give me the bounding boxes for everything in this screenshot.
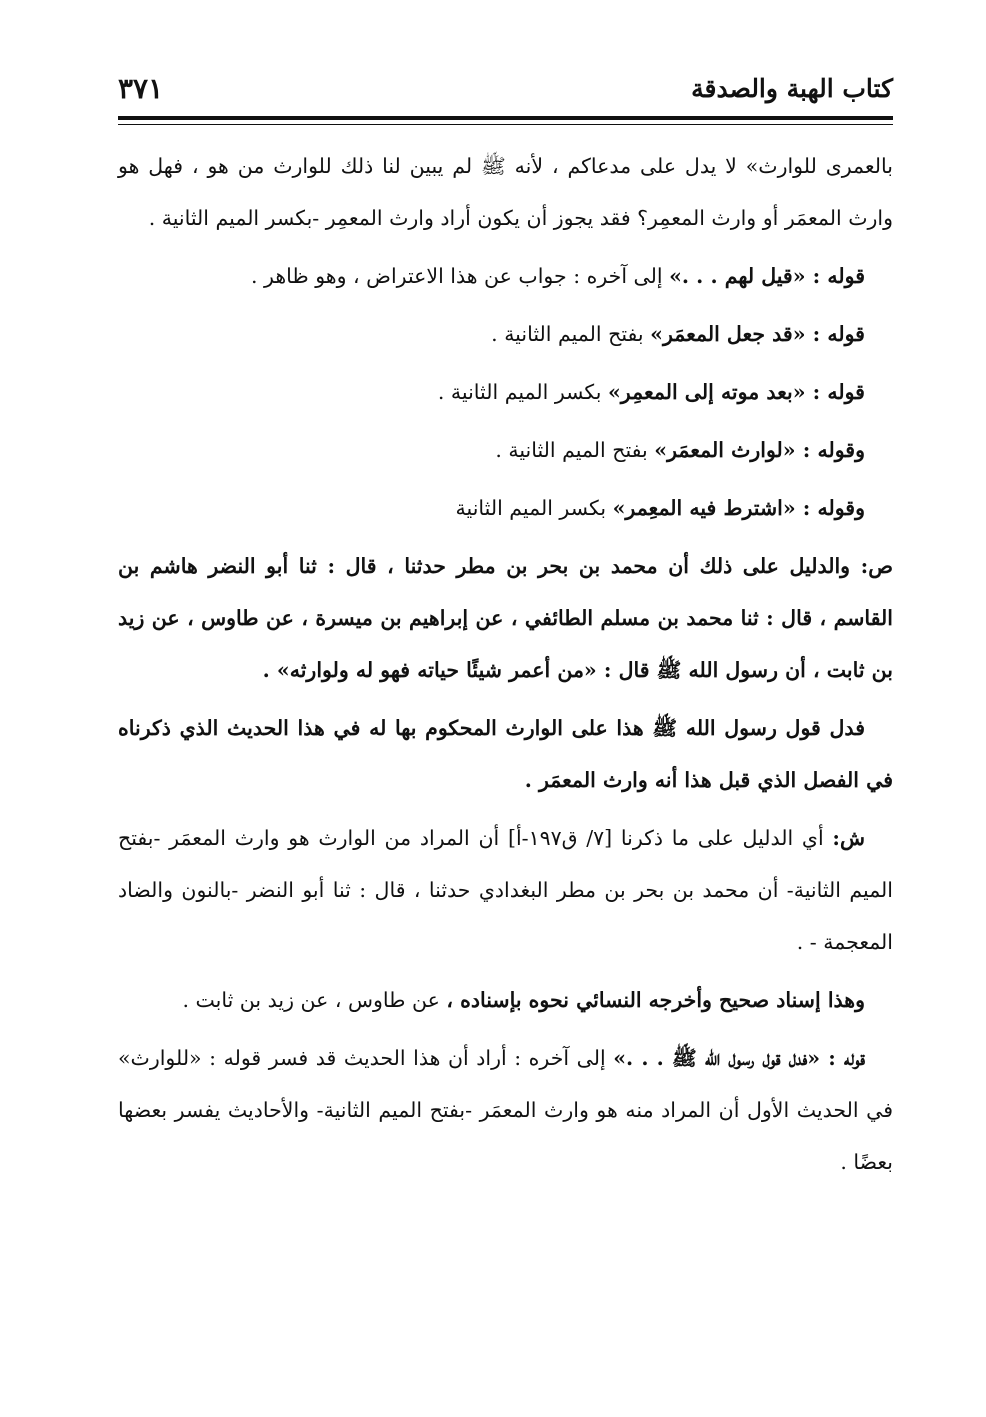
paragraph-4-rest: بكسر الميم الثانية . — [437, 380, 608, 404]
paragraph-7: ص: والدليل على ذلك أن محمد بن بحر بن مطر حدثنا ، قال : ثنا أبو النضر هاشم بن القاسم ، قال : ثنا محمد بن مسلم الطائفي ، عن إبراهيم بن ميسرة ، عن طاوس ، عن زيد بن ثابت ، أن رسول الله ﷺ قال : «من أعمر شيئًا حياته فهو له ولوارثه» . — [118, 554, 893, 682]
paragraph-11 — [118, 1032, 893, 1188]
header-rule-thin — [118, 124, 893, 125]
paragraph-3-lead: قوله : «قد جعل المعمَر» — [650, 322, 865, 346]
paragraph-11-lead: قوله : «فدل قول رسول الله ﷺ . . .» — [613, 1046, 865, 1070]
paragraph-10-lead: وهذا إسناد صحيح وأخرجه النسائي نحوه بإسناده ، — [446, 988, 865, 1012]
paragraph-10 — [118, 974, 893, 1026]
paragraph-10-rest: عن طاوس ، عن زيد بن ثابت . — [182, 988, 447, 1012]
paragraph-2 — [118, 250, 893, 302]
paragraph-9 — [118, 812, 893, 968]
paragraph-6 — [118, 482, 893, 534]
paragraph-5-rest: بفتح الميم الثانية . — [495, 438, 655, 462]
paragraph-1: بالعمرى للوارث» لا يدل على مدعاكم ، لأنه ﷺ لم يبين لنا ذلك للوارث من هو ، فهل هو وارث المعمَر أو وارث المعمِر؟ فقد يجوز أن يكون أراد وارث المعمِر -بكسر الميم الثانية . — [118, 154, 893, 230]
chapter-title: كتاب الهبة والصدقة — [691, 74, 893, 103]
paragraph-5-lead: وقوله : «لوارث المعمَر» — [654, 438, 865, 462]
paragraph-2-rest: إلى آخره : جواب عن هذا الاعتراض ، وهو ظاهر . — [250, 264, 670, 288]
paragraph-11-rest: إلى آخره : أراد أن هذا الحديث قد فسر قوله : «للوارث» في الحديث الأول أن المراد منه هو وارث المعمَر -بفتح الميم الثانية- والأحاديث يفسر بعضها بعضًا . — [118, 1046, 893, 1174]
page-number: ٣٧١ — [118, 72, 164, 105]
paragraph-8: فدل قول رسول الله ﷺ هذا على الوارث المحكوم بها له في هذا الحديث الذي ذكرناه في الفصل الذي قبل هذا أنه وارث المعمَر . — [118, 716, 893, 792]
paragraph-6-lead: وقوله : «اشترط فيه المعِمر» — [612, 496, 865, 520]
page-body — [118, 140, 893, 1194]
paragraph-9-lead: ش: — [832, 826, 865, 850]
paragraph-9-rest: أي الدليل على ما ذكرنا [٧/ ق١٩٧-أ] أن المراد من الوارث هو وارث المعمَر -بفتح الميم الثانية- أن محمد بن بحر بن مطر البغدادي حدثنا ، قال : ثنا أبو النضر -بالنون والضاد المعجمة - . — [118, 826, 893, 954]
header-rule-thick — [118, 116, 893, 120]
paragraph-4-lead: قوله : «بعد موته إلى المعمِر» — [607, 380, 865, 404]
paragraph-3 — [118, 308, 893, 360]
paragraph-5 — [118, 424, 893, 476]
paragraph-6-rest: بكسر الميم الثانية — [455, 496, 613, 520]
paragraph-2-lead: قوله : «قيل لهم . . .» — [669, 264, 865, 288]
paragraph-3-rest: بفتح الميم الثانية . — [491, 322, 651, 346]
page-header — [118, 62, 893, 118]
paragraph-4 — [118, 366, 893, 418]
